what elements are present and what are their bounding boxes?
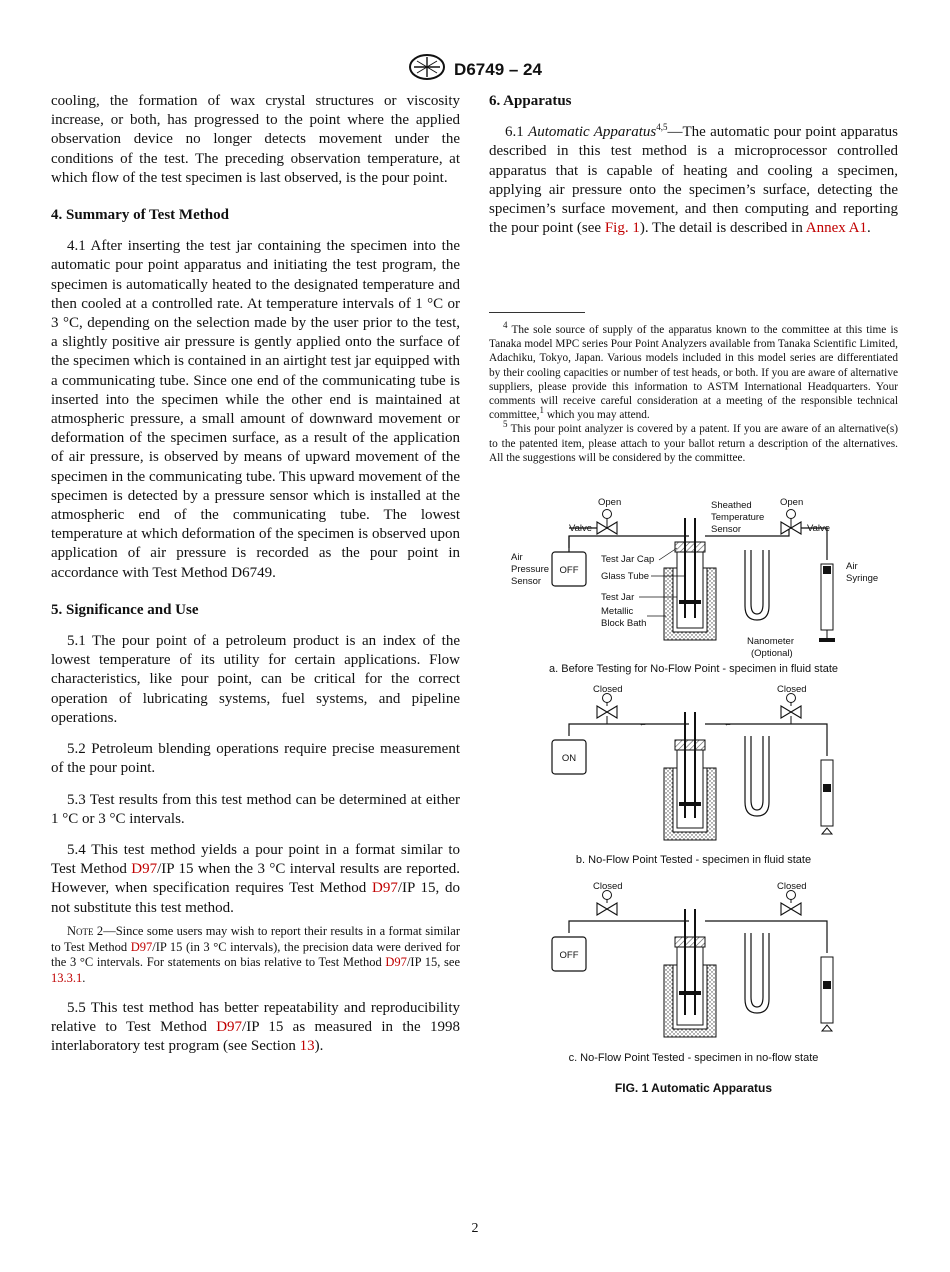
svg-text:Air: Air bbox=[511, 552, 523, 563]
svg-text:←: ← bbox=[724, 719, 732, 728]
caption-c: c. No-Flow Point Tested - specimen in no-flow state bbox=[568, 1052, 819, 1064]
svg-text:Air: Air bbox=[846, 561, 858, 572]
left-column bbox=[51, 92, 460, 1057]
term-automatic-apparatus: Automatic Apparatus bbox=[528, 124, 657, 141]
svg-text:Sensor: Sensor bbox=[511, 576, 542, 587]
page-header bbox=[0, 54, 950, 85]
svg-text:Syringe: Syringe bbox=[846, 573, 879, 584]
astm-logo-icon bbox=[408, 54, 446, 85]
footnote-5: $^5$ This pour point analyzer is covered by a patent. If you are aware of an alternative(s) to the patented item, please attach to your ballot return a description of the alternatives. All the suggestions will be considered by the committee. bbox=[489, 419, 898, 464]
paragraph-5-5: 5.5 This test method has better repeatability and reproducibility relative to Test Method D97/IP 15 as measured in the 1998 interlaboratory test program (see Section 13). bbox=[51, 999, 460, 1055]
link-fig-1[interactable]: Fig. 1 bbox=[604, 220, 640, 237]
link-13-3-1[interactable]: 13.3.1 bbox=[51, 971, 83, 986]
panel-c bbox=[552, 881, 833, 1037]
svg-text:Valve: Valve bbox=[569, 523, 593, 534]
figure-1 bbox=[489, 488, 898, 1108]
link-d97[interactable]: D97 bbox=[216, 1019, 243, 1036]
svg-text:Open: Open bbox=[598, 497, 622, 508]
footnotes bbox=[489, 312, 898, 465]
svg-text:Closed: Closed bbox=[593, 881, 623, 892]
svg-text:Block Bath: Block Bath bbox=[601, 618, 647, 629]
svg-text:Nanometer: Nanometer bbox=[747, 636, 794, 647]
note-label: Note 2 bbox=[67, 923, 104, 938]
svg-text:Test Jar Cap: Test Jar Cap bbox=[601, 554, 655, 565]
valve-closed-right-icon bbox=[781, 891, 801, 916]
link-annex-a1[interactable]: Annex A1 bbox=[805, 220, 868, 237]
svg-text:Sheathed: Sheathed bbox=[711, 500, 752, 511]
svg-text:Metallic: Metallic bbox=[601, 606, 634, 617]
page-number: 2 bbox=[471, 1221, 479, 1236]
svg-text:Pressure: Pressure bbox=[511, 564, 550, 575]
section-4-heading: 4. Summary of Test Method bbox=[51, 207, 229, 224]
footnote-rule bbox=[489, 312, 585, 313]
valve-closed-left-icon bbox=[597, 694, 617, 719]
apparatus-diagram bbox=[489, 488, 898, 1088]
figure-title: FIG. 1 Automatic Apparatus bbox=[614, 1081, 773, 1095]
section-6-heading: 6. Apparatus bbox=[489, 93, 572, 109]
link-d97[interactable]: D97 bbox=[372, 880, 398, 897]
paragraph-4-1: 4.1 After inserting the test jar containing the specimen into the automatic pour point apparatus and initiating the test program, the specimen is automatically heated to the designated temperature and then cooled at a controlled rate. At temperature intervals of 1 °C or 3 °C, depending on the selection made by the user prior to the test, a slightly positive air pressure is gently applied onto the surface of the specimen which is contained in an airtight test jar equipped with a communicating tube. Since one end of the communicating tube is inserted into the specimen while the other end is maintained at atmospheric pressure, a small amount of downward movement or deformation of the specimen surface, as a result of the application of air pressure, is observed by means of upward movement of the specimen in the communicating tube. This upward movement of the specimen is detected by a pressure sensor which is installed at the atmospheric end of the communicating tube. The lowest temperature at which deformation of the specimen is observed upon application of air pressure is recorded as the pour point in accordance with Test Method D6749. bbox=[51, 238, 460, 581]
paragraph-6-1: 6.1 Automatic Apparatus$^{4,5}$—The automatic pour point apparatus described in this test method is a microprocessor controlled apparatus that is capable of heating and cooling a specimen, applying air pressure onto the specimen’s surface, detecting the specimen’s surface movement, and then computing and reporting the pour point (see Fig. 1). The detail is described in Annex A1. bbox=[489, 122, 899, 237]
svg-text:Closed: Closed bbox=[777, 881, 807, 892]
svg-text:OFF: OFF bbox=[559, 565, 579, 576]
svg-text:Temperature: Temperature bbox=[711, 512, 765, 523]
svg-text:Sensor: Sensor bbox=[711, 524, 742, 535]
panel-a bbox=[511, 497, 878, 659]
panel-b bbox=[552, 684, 833, 840]
right-column bbox=[489, 92, 898, 238]
svg-text:Open: Open bbox=[780, 497, 804, 508]
note-2: Note 2—Since some users may wish to report their results in a format similar to Test Method D97/IP 15 (in 3 °C intervals), the precision data were derived for the 3 °C intervals. For statements on bias relative to Test Method D97/IP 15, see 13.3.1. bbox=[51, 923, 461, 986]
link-d97[interactable]: D97 bbox=[385, 955, 407, 970]
paragraph-5-2: 5.2 Petroleum blending operations require precise measurement of the pour point. bbox=[51, 741, 460, 777]
intro-paragraph: cooling, the formation of wax crystal structures or viscosity increase, or both, has progressed to the point where the applied observation device no longer detects movement under the conditions of the test. The preceding observation temperature, at which flow of the test specimen is last observed, is the pour point. bbox=[51, 93, 460, 186]
svg-text:Closed: Closed bbox=[777, 684, 807, 695]
svg-text:←: ← bbox=[639, 719, 647, 728]
paragraph-5-1: 5.1 The pour point of a petroleum product is an index of the lowest temperature of its utility for certain applications. Flow characteristics, like pour point, can be critical for the correct operation of lubricating systems, fuel systems, and pipeline operations. bbox=[51, 633, 460, 726]
paragraph-5-4: 5.4 This test method yields a pour point in a format similar to Test Method D97/IP 15 when the 3 °C interval results are reported. However, when specification requires Test Method D97/IP 15, do not substitute this test method. bbox=[51, 841, 461, 916]
svg-text:OFF: OFF bbox=[559, 950, 579, 961]
valve-right-icon bbox=[781, 510, 801, 535]
valve-closed-left-icon bbox=[597, 891, 617, 916]
section-5-heading: 5. Significance and Use bbox=[51, 601, 199, 618]
caption-a: a. Before Testing for No-Flow Point - specimen in fluid state bbox=[549, 663, 838, 675]
svg-text:(Optional): (Optional) bbox=[751, 648, 793, 659]
link-d97[interactable]: D97 bbox=[130, 939, 153, 954]
valve-closed-right-icon bbox=[781, 694, 801, 719]
footnote-4: $^4$ The sole source of supply of the apparatus known to the committee at this time is Tanaka model MPC series Pour Point Analyzers available from Tanaka Scientific Limited, Adachiku, Tokyo, Japan. Various models included in this model series are differentiated by their cooling capacities or number of test heads, or both. If you are aware of alternative suppliers, please provide this information to ASTM International Headquarters. Your comments will receive careful consideration at a meeting of the responsible technical committee,$^1$ which you may attend. bbox=[489, 320, 898, 422]
paragraph-5-3: 5.3 Test results from this test method can be determined at either 1 °C or 3 °C intervals. bbox=[51, 791, 460, 827]
link-section-13[interactable]: 13 bbox=[299, 1038, 315, 1055]
link-d97[interactable]: D97 bbox=[131, 861, 158, 878]
caption-b: b. No-Flow Point Tested - specimen in fluid state bbox=[575, 854, 812, 866]
svg-text:Valve: Valve bbox=[807, 523, 831, 534]
document-id: D6749 – 24 bbox=[454, 59, 542, 79]
valve-left-icon bbox=[597, 510, 617, 535]
svg-text:Closed: Closed bbox=[593, 684, 623, 695]
svg-text:ON: ON bbox=[561, 753, 577, 764]
svg-text:Test Jar: Test Jar bbox=[601, 592, 635, 603]
svg-text:Glass Tube: Glass Tube bbox=[601, 571, 650, 582]
